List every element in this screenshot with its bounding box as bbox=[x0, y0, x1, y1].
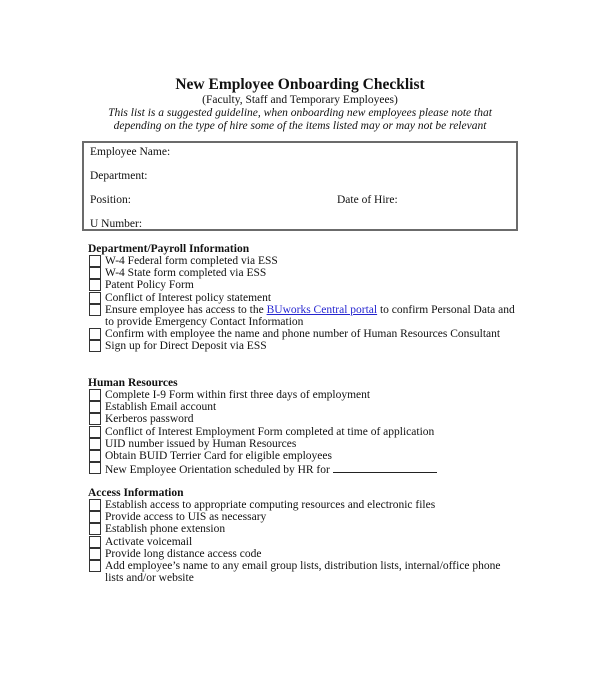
checkbox[interactable] bbox=[89, 413, 101, 425]
checklist-item bbox=[88, 413, 518, 425]
employee-info-box bbox=[82, 141, 518, 231]
checklist-item-label: New Employee Orientation scheduled by HR for bbox=[105, 464, 333, 477]
document-header bbox=[80, 76, 520, 133]
checklist-item bbox=[88, 304, 518, 328]
checklist-item-label: Sign up for Direct Deposit via ESS bbox=[105, 340, 267, 353]
checklist-item-label: Establish access to appropriate computing resources and electronic files bbox=[105, 499, 436, 511]
checklist-item bbox=[88, 560, 518, 584]
section-access-information bbox=[88, 487, 518, 584]
checklist-item-label: Confirm with employee the name and phone number of Human Resources Consultant bbox=[105, 328, 501, 341]
checkbox[interactable] bbox=[89, 548, 101, 560]
checklist-item bbox=[88, 292, 518, 304]
checklist-item bbox=[88, 499, 518, 511]
date-of-hire-field[interactable]: Date of Hire: bbox=[337, 194, 398, 206]
guideline-note-line-1: This list is a suggested guideline, when onboarding new employees please note that bbox=[108, 107, 492, 119]
checklist-item bbox=[88, 328, 518, 340]
checklist-item bbox=[88, 462, 518, 476]
checkbox[interactable] bbox=[89, 438, 101, 450]
u-number-field[interactable]: U Number: bbox=[90, 218, 143, 230]
checklist-item bbox=[88, 523, 518, 535]
checklist-item bbox=[88, 511, 518, 523]
checklist-item bbox=[88, 279, 518, 291]
checklist-item-label: Provide access to UIS as necessary bbox=[105, 511, 267, 524]
checkbox[interactable] bbox=[89, 304, 101, 316]
checklist-item-label: W-4 State form completed via ESS bbox=[105, 267, 267, 280]
checklist-item-label-before: Ensure employee has access to the bbox=[105, 303, 267, 316]
page-subtitle: (Faculty, Staff and Temporary Employees) bbox=[202, 94, 398, 106]
checklist-item bbox=[88, 536, 518, 548]
checklist-item-label: Conflict of Interest policy statement bbox=[105, 291, 272, 304]
checkbox[interactable] bbox=[89, 328, 101, 340]
section-department-payroll bbox=[88, 243, 518, 353]
buworks-central-portal-link[interactable]: BUworks Central portal bbox=[266, 303, 378, 316]
checklist bbox=[88, 255, 518, 353]
department-field[interactable]: Department: bbox=[90, 170, 148, 182]
checklist-item-label-after: to confirm Personal Data and to provide Emergency Contact Information bbox=[105, 303, 515, 329]
checklist-item bbox=[88, 450, 518, 462]
checklist-item bbox=[88, 426, 518, 438]
checklist-item bbox=[88, 389, 518, 401]
checkbox[interactable] bbox=[89, 292, 101, 304]
checkbox[interactable] bbox=[89, 401, 101, 413]
checklist-item bbox=[88, 255, 518, 267]
checkbox[interactable] bbox=[89, 462, 101, 474]
checklist-item bbox=[88, 267, 518, 279]
checklist-item bbox=[88, 401, 518, 413]
checklist-item bbox=[88, 548, 518, 560]
checkbox[interactable] bbox=[89, 389, 101, 401]
employee-name-field[interactable]: Employee Name: bbox=[90, 146, 171, 158]
checklist-item-label: Add employee’s name to any email group lists, distribution lists, internal/office phone lists and/or website bbox=[105, 560, 501, 585]
checkbox[interactable] bbox=[89, 511, 101, 523]
section-human-resources bbox=[88, 377, 518, 476]
checklist-item bbox=[88, 340, 518, 352]
checkbox[interactable] bbox=[89, 279, 101, 291]
position-field[interactable]: Position: bbox=[90, 194, 131, 206]
checkbox[interactable] bbox=[89, 499, 101, 511]
checkbox[interactable] bbox=[89, 523, 101, 535]
checklist-item-label: UID number issued by Human Resources bbox=[105, 437, 297, 450]
checkbox[interactable] bbox=[89, 560, 101, 572]
checklist-item-label: Establish phone extension bbox=[105, 523, 226, 536]
checklist-item-label: Complete I-9 Form within first three days of employment bbox=[105, 389, 371, 401]
section-title: Human Resources bbox=[88, 377, 178, 389]
page-title: New Employee Onboarding Checklist bbox=[175, 76, 425, 93]
guideline-note-line-2: depending on the type of hire some of the items listed may or may not be relevant bbox=[113, 120, 487, 132]
checkbox[interactable] bbox=[89, 255, 101, 267]
checklist bbox=[88, 389, 518, 476]
checklist-item-label: Conflict of Interest Employment Form completed at time of application bbox=[105, 425, 435, 438]
checkbox[interactable] bbox=[89, 426, 101, 438]
checkbox[interactable] bbox=[89, 450, 101, 462]
checkbox[interactable] bbox=[89, 340, 101, 352]
checklist-item-label: Activate voicemail bbox=[105, 535, 193, 548]
section-title: Access Information bbox=[88, 487, 184, 499]
orientation-date-blank[interactable] bbox=[333, 462, 437, 473]
checkbox[interactable] bbox=[89, 267, 101, 279]
checklist-item-label: Obtain BUID Terrier Card for eligible employees bbox=[105, 450, 332, 463]
checklist-item-label: Kerberos password bbox=[105, 413, 194, 426]
checklist-item bbox=[88, 438, 518, 450]
checklist-item-label: W-4 Federal form completed via ESS bbox=[105, 255, 278, 267]
checklist-item-label: Provide long distance access code bbox=[105, 547, 262, 560]
section-title: Department/Payroll Information bbox=[88, 243, 250, 255]
checklist-item-label: Establish Email account bbox=[105, 401, 217, 414]
checklist bbox=[88, 499, 518, 584]
checklist-item-label: Patent Policy Form bbox=[105, 279, 194, 292]
checkbox[interactable] bbox=[89, 536, 101, 548]
